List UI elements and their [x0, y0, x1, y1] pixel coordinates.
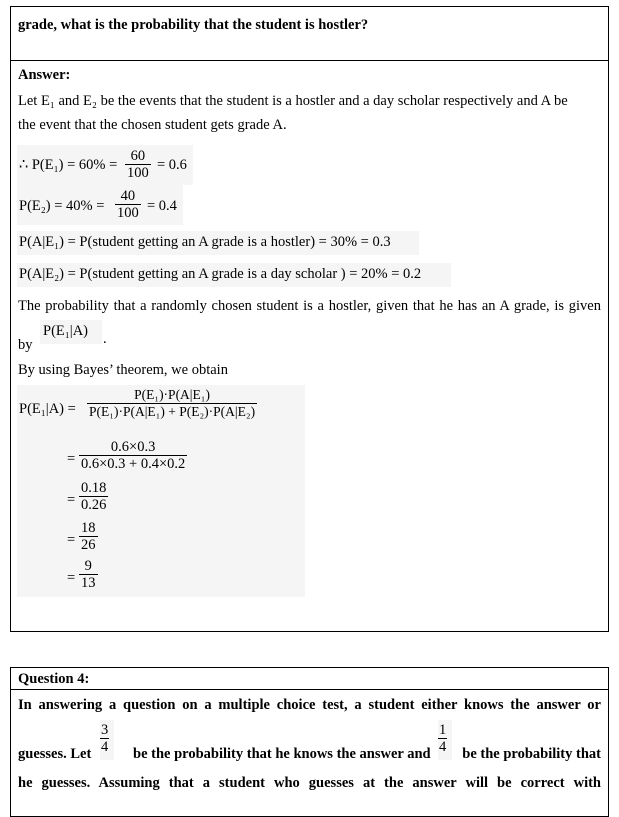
- fraction: $\frac{60}{100}$: [127, 148, 149, 181]
- answer-label: Answer:: [18, 67, 71, 83]
- equation-p-e1: ∴ P(E₁) = 60% = $\frac{60}{100}$ = 0.6: [17, 145, 193, 185]
- bayes-intro: By using Bayes’ theorem, we obtain: [18, 362, 228, 378]
- intro-line-1: Let E₁ and E₂ be the events that the student is a hostler and a day scholar respectively and A be: [18, 93, 568, 109]
- question-title: Question 4:: [18, 671, 90, 687]
- intro-line-2: the event that the chosen student gets grade A.: [18, 117, 287, 133]
- divider: [11, 60, 608, 61]
- step-4-fraction: $\frac{9}{13}$: [81, 558, 96, 591]
- fraction: $\frac{40}{100}$: [117, 188, 139, 221]
- step-2-fraction: $\frac{0.18}{0.26}$: [81, 480, 107, 513]
- equation-p-a-e2: P(A|E₂) = P(student getting an A grade is a day scholar ) = 20% = 0.2: [17, 263, 451, 287]
- step-3-fraction: $\frac{18}{26}$: [81, 520, 96, 553]
- question-tail: grade, what is the probability that the student is hostler?: [18, 17, 369, 33]
- answer-box: [10, 6, 609, 632]
- question-box: [10, 667, 609, 817]
- question-line-3: he guesses. Assuming that a student who guesses at the answer will be correct with: [18, 775, 601, 791]
- bayes-fraction: $\frac{\text{P(E₁)·P(A|E₁)}}{\text{P(E₁)·P(A|E₁) + P(E₂)·P(A|E₂)}}$: [89, 387, 256, 419]
- equation-p-a-e1: P(A|E₁) = P(student getting an A grade is a hostler) = 30% = 0.3: [17, 231, 419, 255]
- fraction-one-quarter: $\frac{1}{4}$: [438, 720, 452, 760]
- divider: [11, 689, 608, 690]
- given-by: by: [18, 337, 33, 353]
- given-line: The probability that a randomly chosen student is a hostler, given that he has an A grade, is given: [18, 298, 601, 314]
- bayes-derivation: P(E₁|A) = $\frac{\text{P(E₁)·P(A|E₁)}}{\text{P(E₁)·P(A|E₁) + P(E₂)·P(A|E₂)}}$ = $\frac{0.6\times 0.3}{0.6\times 0.3 + 0.4\times 0.2}$ = $\frac{0.18}{0.26}$ = $\frac{18}{26}$ = $\frac{9}{13}$: [17, 385, 305, 597]
- equation-p-e2: P(E₂) = 40% = $\frac{40}{100}$ = 0.4: [17, 185, 183, 225]
- question-line-1: In answering a question on a multiple choice test, a student either knows the answer or: [18, 697, 601, 713]
- question-line-2: guesses. Let be the probability that he knows the answer and be the probability that: [18, 746, 601, 762]
- given-expression: P(E₁|A): [40, 320, 102, 344]
- period: .: [103, 331, 107, 347]
- step-1-fraction: $\frac{0.6\times 0.3}{0.6\times 0.3 + 0.4\times 0.2}$: [81, 439, 186, 472]
- bayes-lhs: P(E₁|A) =: [19, 401, 76, 417]
- fraction-three-quarters: $\frac{3}{4}$: [100, 720, 114, 760]
